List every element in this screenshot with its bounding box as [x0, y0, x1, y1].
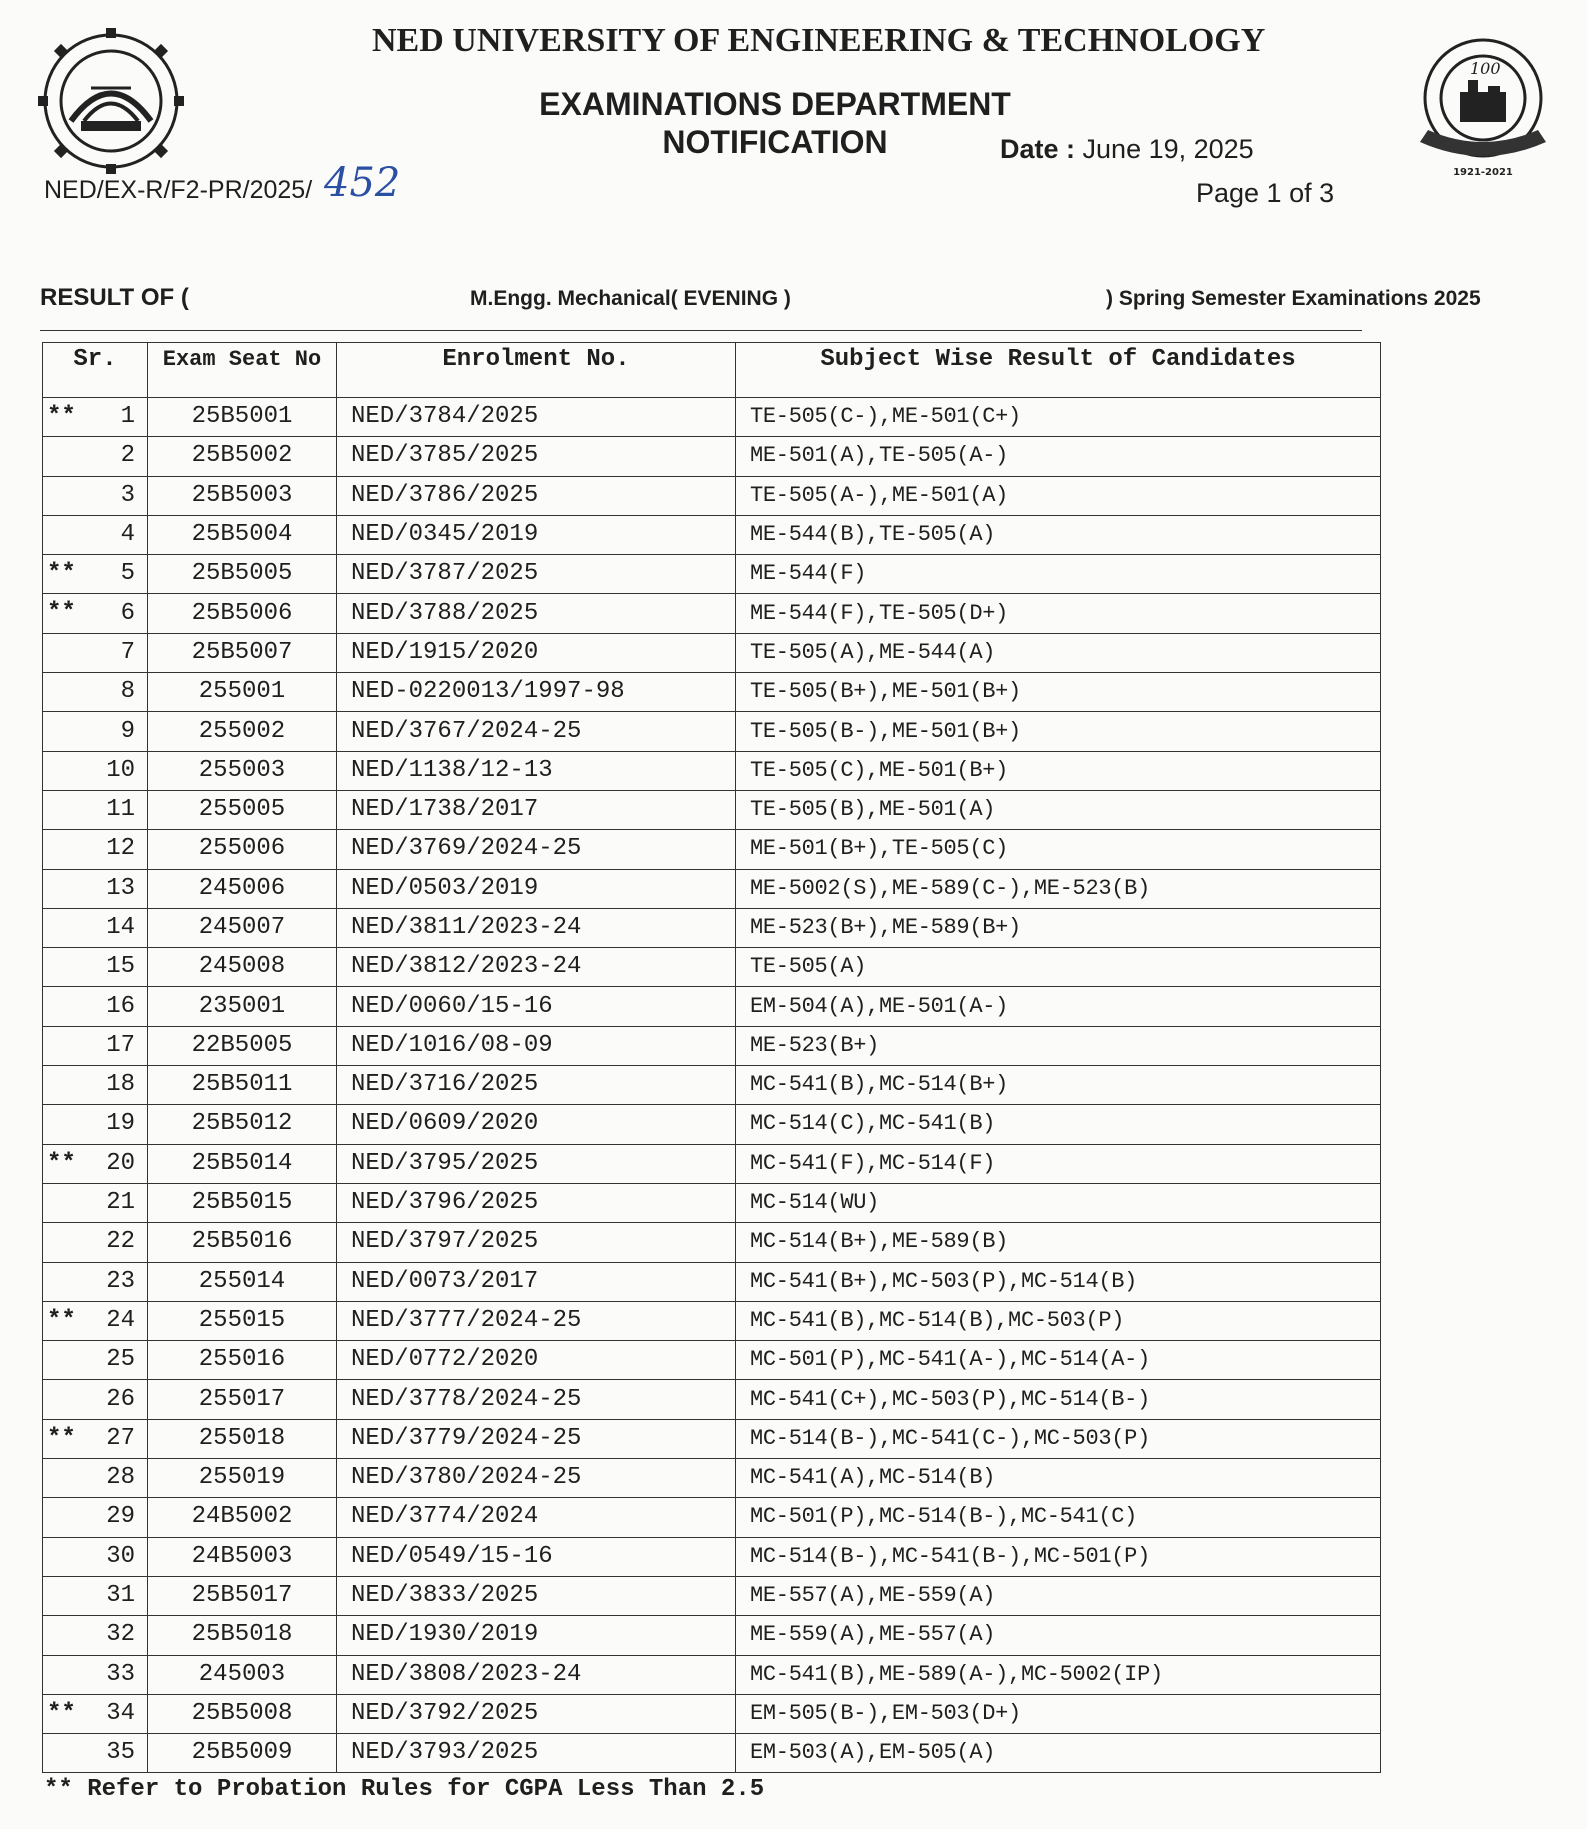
seat-cell: 235001: [148, 987, 337, 1026]
sr-number: 25: [106, 1346, 135, 1374]
result-cell: TE-505(A): [736, 948, 1381, 987]
table-header-row: [43, 343, 1381, 398]
result-cell: MC-514(B-),MC-541(B-),MC-501(P): [736, 1537, 1381, 1576]
sr-number: 26: [106, 1385, 135, 1413]
result-cell: ME-523(B+): [736, 1026, 1381, 1065]
sr-cell: [43, 869, 148, 908]
sr-number: 9: [120, 717, 135, 745]
header-divider: [40, 330, 1362, 331]
table-row: [43, 908, 1381, 947]
table-row: [43, 633, 1381, 672]
probation-footnote: ** Refer to Probation Rules for CGPA Less Than 2.5: [44, 1776, 765, 1803]
seat-cell: 22B5005: [148, 1026, 337, 1065]
sr-number: 32: [106, 1621, 135, 1649]
seat-cell: 245008: [148, 948, 337, 987]
result-cell: TE-505(A-),ME-501(A): [736, 476, 1381, 515]
sr-cell: [43, 1262, 148, 1301]
table-row: [43, 1066, 1381, 1105]
sr-cell: [43, 1616, 148, 1655]
sr-number: 30: [106, 1542, 135, 1570]
sr-cell: [43, 948, 148, 987]
university-name: NED UNIVERSITY OF ENGINEERING & TECHNOLOGY: [372, 22, 1266, 59]
result-cell: TE-505(B-),ME-501(B+): [736, 712, 1381, 751]
result-cell: MC-514(WU): [736, 1183, 1381, 1222]
seat-cell: 25B5005: [148, 555, 337, 594]
enrolment-cell: NED/3769/2024-25: [337, 830, 736, 869]
reference-number: NED/EX-R/F2-PR/2025/: [44, 176, 313, 204]
sr-cell: [43, 1419, 148, 1458]
enrolment-cell: NED/3778/2024-25: [337, 1380, 736, 1419]
seat-cell: 25B5012: [148, 1105, 337, 1144]
table-row: [43, 1026, 1381, 1065]
enrolment-cell: NED/0073/2017: [337, 1262, 736, 1301]
reference-handwritten-number: 452: [324, 160, 401, 206]
sr-number: 34: [106, 1699, 135, 1727]
sr-cell: [43, 1459, 148, 1498]
sr-number: 31: [106, 1582, 135, 1610]
seat-cell: 255015: [148, 1301, 337, 1340]
seat-cell: 25B5014: [148, 1144, 337, 1183]
sr-number: 28: [106, 1464, 135, 1492]
seat-cell: 255001: [148, 673, 337, 712]
result-cell: ME-557(A),ME-559(A): [736, 1576, 1381, 1615]
result-cell: MC-501(P),MC-541(A-),MC-514(A-): [736, 1341, 1381, 1380]
result-cell: ME-5002(S),ME-589(C-),ME-523(B): [736, 869, 1381, 908]
ned-university-emblem-logo: [36, 26, 186, 176]
sr-cell: [43, 1498, 148, 1537]
sr-cell: [43, 1223, 148, 1262]
sr-cell: [43, 712, 148, 751]
result-cell: ME-544(F),TE-505(D+): [736, 594, 1381, 633]
seat-cell: 25B5003: [148, 476, 337, 515]
enrolment-cell: NED/3784/2025: [337, 398, 736, 437]
sr-number: 1: [120, 403, 135, 431]
sr-cell: [43, 1341, 148, 1380]
sr-number: 21: [106, 1189, 135, 1217]
sr-number: 23: [106, 1267, 135, 1295]
result-cell: MC-541(F),MC-514(F): [736, 1144, 1381, 1183]
sr-number: 13: [106, 874, 135, 902]
table-row: [43, 948, 1381, 987]
table-row: [43, 1694, 1381, 1733]
sr-cell: [43, 555, 148, 594]
sr-number: 10: [106, 756, 135, 784]
table-row: [43, 555, 1381, 594]
probation-mark: **: [47, 1424, 76, 1452]
enrolment-cell: NED/3833/2025: [337, 1576, 736, 1615]
enrolment-cell: NED/3785/2025: [337, 437, 736, 476]
sr-cell: [43, 1694, 148, 1733]
result-cell: MC-541(B),ME-589(A-),MC-5002(IP): [736, 1655, 1381, 1694]
enrolment-cell: NED/0609/2020: [337, 1105, 736, 1144]
table-row: [43, 476, 1381, 515]
table-row: [43, 1576, 1381, 1615]
sr-number: 20: [106, 1149, 135, 1177]
table-row: [43, 1419, 1381, 1458]
table-row: [43, 1616, 1381, 1655]
enrolment-cell: NED/3777/2024-25: [337, 1301, 736, 1340]
sr-cell: [43, 594, 148, 633]
enrolment-cell: NED/0772/2020: [337, 1341, 736, 1380]
sr-cell: [43, 1655, 148, 1694]
probation-mark: **: [47, 1699, 76, 1727]
sr-number: 5: [120, 560, 135, 588]
enrolment-cell: NED/3811/2023-24: [337, 908, 736, 947]
sr-cell: [43, 830, 148, 869]
sr-cell: [43, 673, 148, 712]
enrolment-cell: NED/3780/2024-25: [337, 1459, 736, 1498]
result-cell: EM-504(A),ME-501(A-): [736, 987, 1381, 1026]
enrolment-cell: NED/3795/2025: [337, 1144, 736, 1183]
enrolment-cell: NED/1915/2020: [337, 633, 736, 672]
result-cell: MC-514(B+),ME-589(B): [736, 1223, 1381, 1262]
enrolment-cell: NED/0060/15-16: [337, 987, 736, 1026]
result-cell: ME-523(B+),ME-589(B+): [736, 908, 1381, 947]
result-of-label: RESULT OF (: [40, 284, 189, 311]
table-row: [43, 437, 1381, 476]
enrolment-cell: NED/3792/2025: [337, 1694, 736, 1733]
date-value: June 19, 2025: [1082, 134, 1254, 164]
seat-cell: 25B5004: [148, 515, 337, 554]
sr-cell: [43, 1066, 148, 1105]
ned-centenary-emblem-logo: [1408, 30, 1558, 180]
sr-number: 2: [120, 442, 135, 470]
enrolment-cell: NED/3774/2024: [337, 1498, 736, 1537]
sr-number: 3: [120, 481, 135, 509]
table-row: [43, 1183, 1381, 1222]
seat-cell: 255017: [148, 1380, 337, 1419]
seat-cell: 255002: [148, 712, 337, 751]
sr-number: 8: [120, 678, 135, 706]
seat-cell: 255014: [148, 1262, 337, 1301]
enrolment-cell: NED/3779/2024-25: [337, 1419, 736, 1458]
table-row: [43, 712, 1381, 751]
result-cell: ME-501(A),TE-505(A-): [736, 437, 1381, 476]
seat-cell: 245006: [148, 869, 337, 908]
table-row: [43, 398, 1381, 437]
result-cell: EM-503(A),EM-505(A): [736, 1734, 1381, 1773]
enrolment-cell: NED/1016/08-09: [337, 1026, 736, 1065]
seat-cell: 25B5017: [148, 1576, 337, 1615]
enrolment-cell: NED/1930/2019: [337, 1616, 736, 1655]
result-cell: MC-541(C+),MC-503(P),MC-514(B-): [736, 1380, 1381, 1419]
sr-cell: [43, 1380, 148, 1419]
date-line: [1000, 134, 1254, 165]
sr-cell: [43, 1026, 148, 1065]
seat-cell: 24B5002: [148, 1498, 337, 1537]
table-row: [43, 1655, 1381, 1694]
seat-cell: 24B5003: [148, 1537, 337, 1576]
enrolment-cell: NED/1138/12-13: [337, 751, 736, 790]
result-cell: EM-505(B-),EM-503(D+): [736, 1694, 1381, 1733]
table-row: [43, 790, 1381, 829]
sr-cell: [43, 633, 148, 672]
enrolment-cell: NED/3793/2025: [337, 1734, 736, 1773]
result-cell: TE-505(C-),ME-501(C+): [736, 398, 1381, 437]
enrolment-cell: NED/3796/2025: [337, 1183, 736, 1222]
seat-cell: 245007: [148, 908, 337, 947]
seat-cell: 255005: [148, 790, 337, 829]
column-header-seat: Exam Seat No: [148, 343, 337, 398]
sr-cell: [43, 1537, 148, 1576]
sr-cell: [43, 1144, 148, 1183]
table-row: [43, 1105, 1381, 1144]
result-cell: TE-505(B),ME-501(A): [736, 790, 1381, 829]
page-number: Page 1 of 3: [1196, 178, 1335, 208]
sr-cell: [43, 1734, 148, 1773]
seat-cell: 255019: [148, 1459, 337, 1498]
sr-number: 22: [106, 1228, 135, 1256]
seat-cell: 25B5016: [148, 1223, 337, 1262]
sr-number: 27: [106, 1424, 135, 1452]
sr-number: 14: [106, 914, 135, 941]
sr-cell: [43, 1576, 148, 1615]
sr-cell: [43, 476, 148, 515]
table-row: [43, 1341, 1381, 1380]
sr-cell: [43, 437, 148, 476]
sr-cell: [43, 1105, 148, 1144]
enrolment-cell: NED/0345/2019: [337, 515, 736, 554]
enrolment-cell: NED/1738/2017: [337, 790, 736, 829]
sr-number: 4: [120, 521, 135, 549]
enrolment-cell: NED/3786/2025: [337, 476, 736, 515]
sr-cell: [43, 790, 148, 829]
result-cell: ME-501(B+),TE-505(C): [736, 830, 1381, 869]
enrolment-cell: NED/3812/2023-24: [337, 948, 736, 987]
column-header-sr: Sr.: [43, 343, 148, 398]
result-cell: MC-541(B),MC-514(B),MC-503(P): [736, 1301, 1381, 1340]
result-cell: ME-559(A),ME-557(A): [736, 1616, 1381, 1655]
date-label: Date :: [1000, 134, 1076, 164]
seat-cell: 25B5009: [148, 1734, 337, 1773]
enrolment-cell: NED/0503/2019: [337, 869, 736, 908]
centenary-years: 1921-2021: [1453, 167, 1513, 178]
result-cell: MC-514(B-),MC-541(C-),MC-503(P): [736, 1419, 1381, 1458]
result-cell: MC-541(B),MC-514(B+): [736, 1066, 1381, 1105]
seat-cell: 25B5018: [148, 1616, 337, 1655]
enrolment-cell: NED-0220013/1997-98: [337, 673, 736, 712]
sr-number: 17: [106, 1031, 135, 1059]
probation-mark: **: [47, 599, 76, 627]
probation-mark: **: [47, 1149, 76, 1177]
table-row: [43, 1301, 1381, 1340]
seat-cell: 245003: [148, 1655, 337, 1694]
column-header-result: Subject Wise Result of Candidates: [736, 343, 1381, 398]
column-header-enrolment: Enrolment No.: [337, 343, 736, 398]
svg-text:100: 100: [1470, 59, 1501, 78]
sr-number: 24: [106, 1306, 135, 1334]
table-row: [43, 515, 1381, 554]
seat-cell: 25B5001: [148, 398, 337, 437]
sr-number: 19: [106, 1110, 135, 1138]
enrolment-cell: NED/3787/2025: [337, 555, 736, 594]
table-row: [43, 1734, 1381, 1773]
department-title: EXAMINATIONS DEPARTMENT: [539, 86, 1011, 122]
result-cell: TE-505(C),ME-501(B+): [736, 751, 1381, 790]
table-row: [43, 1223, 1381, 1262]
probation-mark: **: [47, 1306, 76, 1334]
seat-cell: 25B5006: [148, 594, 337, 633]
table-row: [43, 594, 1381, 633]
sr-number: 7: [120, 638, 135, 666]
sr-cell: [43, 908, 148, 947]
results-table: [42, 342, 1381, 1773]
table-row: [43, 751, 1381, 790]
seat-cell: 25B5002: [148, 437, 337, 476]
sr-number: 12: [106, 835, 135, 863]
enrolment-cell: NED/0549/15-16: [337, 1537, 736, 1576]
seat-cell: 255018: [148, 1419, 337, 1458]
result-cell: TE-505(A),ME-544(A): [736, 633, 1381, 672]
result-cell: MC-514(C),MC-541(B): [736, 1105, 1381, 1144]
seat-cell: 25B5011: [148, 1066, 337, 1105]
table-row: [43, 1380, 1381, 1419]
enrolment-cell: NED/3716/2025: [337, 1066, 736, 1105]
sr-number: 33: [106, 1660, 135, 1688]
table-row: [43, 987, 1381, 1026]
result-cell: MC-501(P),MC-514(B-),MC-541(C): [736, 1498, 1381, 1537]
results-table-body: [43, 398, 1381, 1773]
table-row: [43, 1262, 1381, 1301]
seat-cell: 255003: [148, 751, 337, 790]
probation-mark: **: [47, 403, 76, 430]
table-row: [43, 673, 1381, 712]
result-cell: TE-505(B+),ME-501(B+): [736, 673, 1381, 712]
seat-cell: 255016: [148, 1341, 337, 1380]
result-cell: MC-541(B+),MC-503(P),MC-514(B): [736, 1262, 1381, 1301]
seat-cell: 25B5008: [148, 1694, 337, 1733]
table-row: [43, 1144, 1381, 1183]
enrolment-cell: NED/3808/2023-24: [337, 1655, 736, 1694]
enrolment-cell: NED/3788/2025: [337, 594, 736, 633]
sr-number: 35: [106, 1739, 135, 1767]
table-row: [43, 869, 1381, 908]
notification-title: NOTIFICATION: [662, 124, 888, 160]
sr-number: 18: [106, 1071, 135, 1099]
enrolment-cell: NED/3767/2024-25: [337, 712, 736, 751]
seat-cell: 255006: [148, 830, 337, 869]
table-row: [43, 1459, 1381, 1498]
result-cell: ME-544(B),TE-505(A): [736, 515, 1381, 554]
sr-number: 29: [106, 1503, 135, 1531]
sr-cell: [43, 1183, 148, 1222]
result-cell: MC-541(A),MC-514(B): [736, 1459, 1381, 1498]
program-name: M.Engg. Mechanical( EVENING ): [470, 287, 791, 310]
sr-number: 16: [106, 992, 135, 1020]
seat-cell: 25B5015: [148, 1183, 337, 1222]
session-name: ) Spring Semester Examinations 2025: [1106, 287, 1481, 310]
sr-cell: [43, 1301, 148, 1340]
table-row: [43, 1537, 1381, 1576]
sr-cell: [43, 751, 148, 790]
seat-cell: 25B5007: [148, 633, 337, 672]
sr-cell: [43, 515, 148, 554]
table-row: [43, 830, 1381, 869]
table-row: [43, 1498, 1381, 1537]
probation-mark: **: [47, 560, 76, 588]
sr-number: 6: [120, 599, 135, 627]
sr-number: 15: [106, 953, 135, 981]
sr-cell: [43, 987, 148, 1026]
result-cell: ME-544(F): [736, 555, 1381, 594]
sr-number: 11: [106, 796, 135, 824]
enrolment-cell: NED/3797/2025: [337, 1223, 736, 1262]
sr-cell: [43, 398, 148, 437]
